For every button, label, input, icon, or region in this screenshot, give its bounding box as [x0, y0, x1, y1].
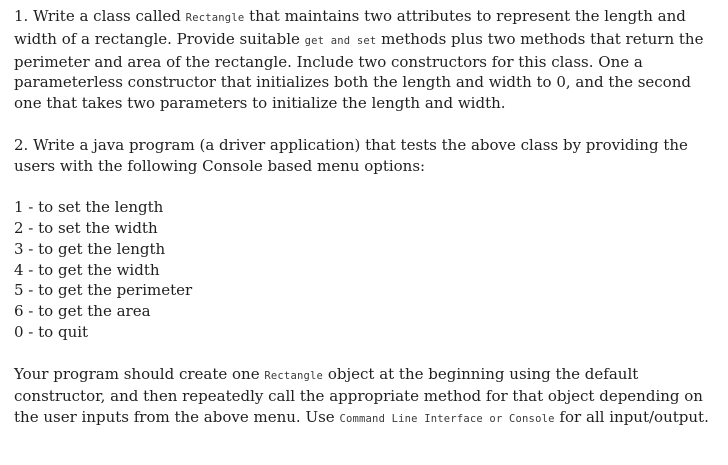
q1-text-2: that maintains two attributes to represent the length and width of a rectangle. Provide suitable — [14, 7, 686, 48]
q1-code-rectangle: Rectangle — [185, 12, 245, 24]
final-instructions-paragraph — [14, 364, 720, 430]
menu-option-get-length: 3 - to get the length — [14, 239, 166, 258]
menu-option-get-perimeter: 5 - to get the perimeter — [14, 281, 193, 300]
menu-options-list — [14, 197, 720, 343]
q1-text-3: methods plus two methods that return the perimeter and area of the rectangle. Include two constructors for this class. One a parameterless constructor that initializes both the length and width to 0, and the second one that takes two parameters to initialize the length and width. — [14, 29, 704, 113]
paragraph-spacer — [14, 176, 720, 197]
menu-option-set-width: 2 - to set the width — [14, 218, 158, 237]
menu-option-set-length: 1 - to set the length — [14, 198, 164, 217]
final-text-1: Your program should create one — [14, 364, 265, 383]
q1-text-1: 1. Write a class called — [14, 7, 186, 25]
final-code-cli-console: Command Line Interface or Console — [339, 413, 555, 426]
menu-option-quit: 0 - to quit — [14, 322, 89, 341]
paragraph-spacer — [14, 114, 720, 135]
menu-option-get-area: 6 - to get the area — [14, 302, 151, 321]
paragraph-spacer — [14, 343, 720, 364]
final-code-rectangle: Rectangle — [264, 369, 324, 382]
question-2-paragraph: 2. Write a java program (a driver application) that tests the above class by providing the users with the following Console based menu options: — [14, 135, 688, 175]
menu-option-get-width: 4 - to get the width — [14, 260, 160, 279]
question-1-paragraph — [14, 6, 720, 114]
q1-code-get-set: get and set — [304, 34, 377, 47]
final-text-3: for all input/output. — [554, 408, 709, 427]
final-text-2: object at the beginning using the default constructor, and then repeatedly call the appropriate method for that object depending on the user inputs from the above menu. Use — [14, 364, 703, 427]
